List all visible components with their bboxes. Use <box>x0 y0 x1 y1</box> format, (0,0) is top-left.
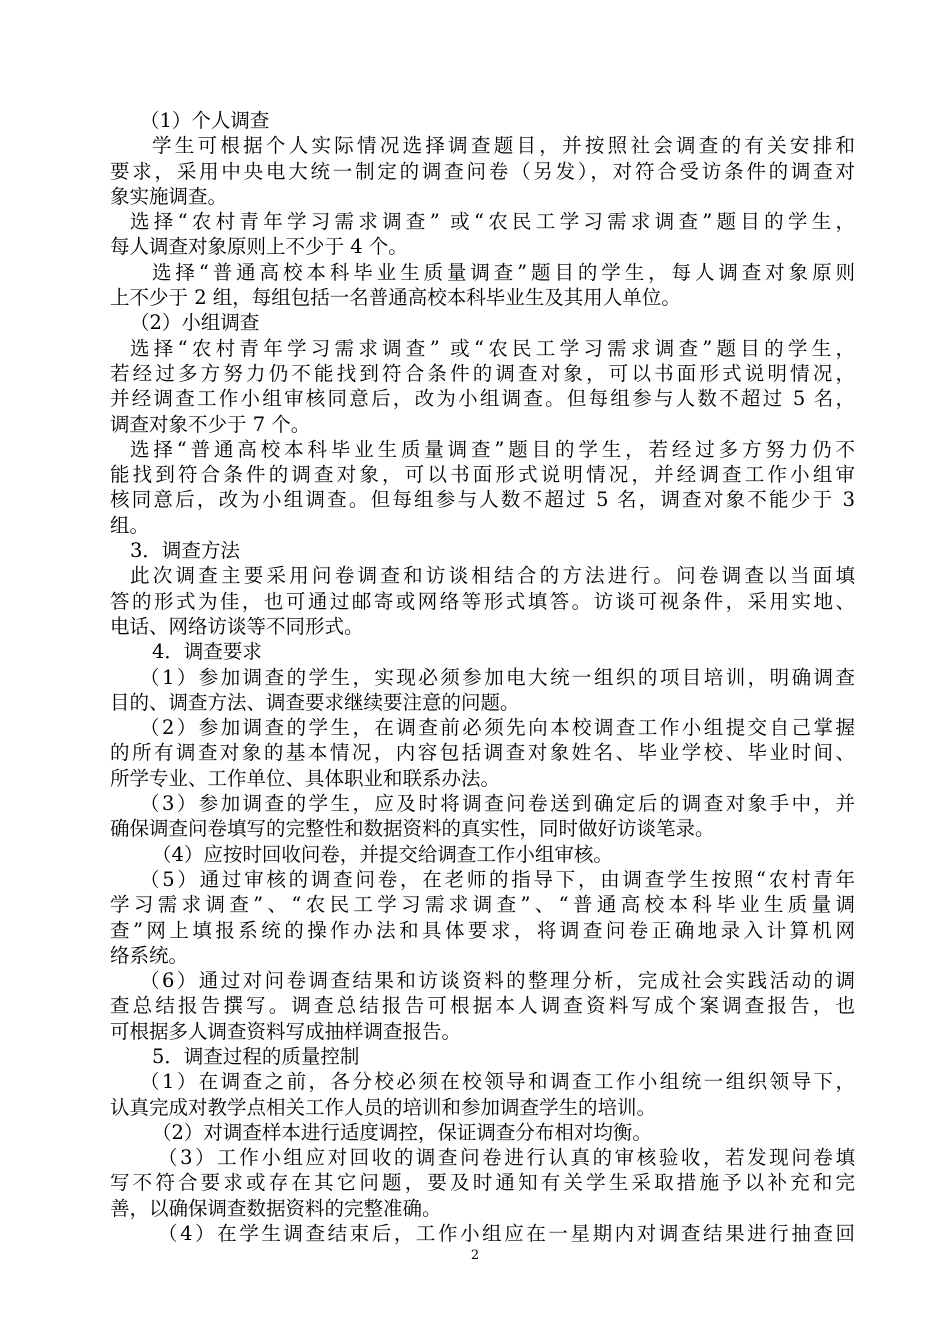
text-line: （4）在学生调查结束后，工作小组应在一星期内对调查结果进行抽查回 <box>158 1222 855 1246</box>
text-line: 能找到符合条件的调查对象，可以书面形式说明情况，并经调查工作小组审 <box>110 463 855 487</box>
text-line: 善，以确保调查数据资料的完整准确。 <box>110 1196 442 1220</box>
text-line: 4．调查要求 <box>152 640 262 664</box>
text-line: 组。 <box>110 513 150 537</box>
text-line: 的所有调查对象的基本情况，内容包括调查对象姓名、毕业学校、毕业时间、 <box>110 741 855 765</box>
text-line: （3）工作小组应对回收的调查问卷进行认真的审核验收，若发现问卷填 <box>158 1146 855 1170</box>
text-line: 5．调查过程的质量控制 <box>152 1044 360 1068</box>
text-line: 调查对象不少于 7 个。 <box>110 412 311 436</box>
text-line: （1）在调查之前，各分校必须在校领导和调查工作小组统一组织领导下， <box>140 1070 855 1094</box>
text-line: 目的、调查方法、调查要求继续要注意的问题。 <box>110 690 520 714</box>
text-line: （2）对调查样本进行适度调控，保证调查分布相对均衡。 <box>152 1120 652 1144</box>
text-line: 要求，采用中央电大统一制定的调查问卷（另发），对符合受访条件的调查对 <box>110 159 855 183</box>
text-line: 此次调查主要采用问卷调查和访谈相结合的方法进行。问卷调查以当面填 <box>130 564 855 588</box>
document-body <box>110 108 855 1246</box>
text-line: 上不少于 2 组，每组包括一名普通高校本科毕业生及其用人单位。 <box>110 286 681 310</box>
text-line: 查总结报告撰写。调查总结报告可根据本人调查资料写成个案调查报告，也 <box>110 994 855 1018</box>
text-line: （4）应按时回收问卷，并提交给调查工作小组审核。 <box>152 842 613 866</box>
text-line: 所学专业、工作单位、具体职业和联系办法。 <box>110 766 501 790</box>
text-line: 确保调查问卷填写的完整性和数据资料的真实性，同时做好访谈笔录。 <box>110 817 715 841</box>
text-line: 电话、网络访谈等不同形式。 <box>110 614 364 638</box>
text-line: （1）个人调查 <box>140 109 270 132</box>
text-line: （6）通过对问卷调查结果和访谈资料的整理分析，完成社会实践活动的调 <box>140 969 855 993</box>
text-line: 若经过多方努力仍不能找到符合条件的调查对象，可以书面形式说明情况， <box>110 361 855 385</box>
text-line: 选择“普通高校本科毕业生质量调查”题目的学生，每人调查对象原则 <box>152 260 855 284</box>
text-line: 并经调查工作小组审核同意后，改为小组调查。但每组参与人数不超过 5 名， <box>110 387 855 411</box>
text-line: （3）参加调查的学生，应及时将调查问卷送到确定后的调查对象手中，并 <box>140 792 855 816</box>
page-number: 2 <box>470 1248 480 1263</box>
text-line: 选择“农村青年学习需求调查” 或“农民工学习需求调查”题目的学生， <box>130 336 855 360</box>
text-line: 答的形式为佳，也可通过邮寄或网络等形式填答。访谈可视条件，采用实地、 <box>110 589 855 613</box>
text-line: 写不符合要求或存在其它问题，要及时通知有关学生采取措施予以补充和完 <box>110 1171 855 1195</box>
text-line: 可根据多人调查资料写成抽样调查报告。 <box>110 1019 462 1043</box>
text-line: （2）小组调查 <box>130 311 260 335</box>
text-line: 认真完成对教学点相关工作人员的培训和参加调查学生的培训。 <box>110 1095 657 1119</box>
text-line: （1）参加调查的学生，实现必须参加电大统一组织的项目培训，明确调查 <box>140 665 855 689</box>
text-line: （5）通过审核的调查问卷，在老师的指导下，由调查学生按照“农村青年 <box>140 867 855 891</box>
text-line: 每人调查对象原则上不少于 4 个。 <box>110 235 408 259</box>
text-line: 学习需求调查”、“农民工学习需求调查”、“普通高校本科毕业生质量调 <box>110 893 855 917</box>
text-line: （2）参加调查的学生，在调查前必须先向本校调查工作小组提交自己掌握 <box>140 716 855 740</box>
text-line: 学生可根据个人实际情况选择调查题目，并按照社会调查的有关安排和 <box>152 134 855 158</box>
text-line: 核同意后，改为小组调查。但每组参与人数不超过 5 名，调查对象不能少于 3 <box>110 488 855 512</box>
text-line: 络系统。 <box>110 943 189 967</box>
text-line: 象实施调查。 <box>110 184 228 208</box>
text-line: 3．调查方法 <box>130 539 240 563</box>
text-line: 选择“普通高校本科毕业生质量调查”题目的学生，若经过多方努力仍不 <box>130 437 855 461</box>
text-line: 查”网上填报系统的操作办法和具体要求，将调查问卷正确地录入计算机网 <box>110 918 855 942</box>
text-line: 选择“农村青年学习需求调查” 或“农民工学习需求调查”题目的学生， <box>130 210 855 234</box>
